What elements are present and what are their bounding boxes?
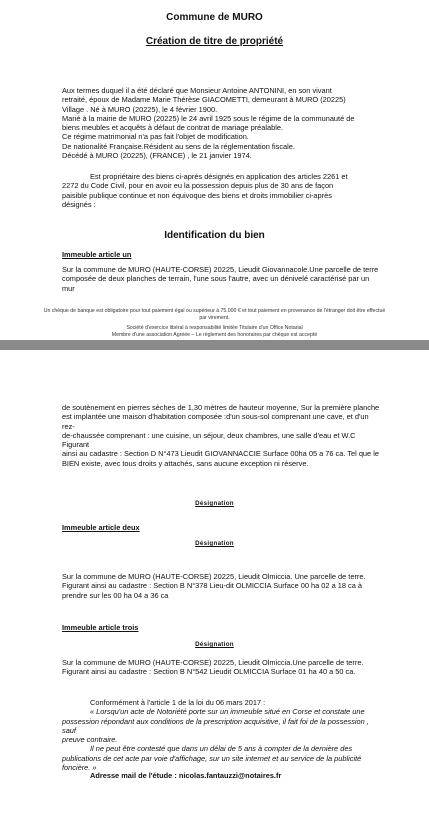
document-page-bottom — [0, 350, 429, 819]
designation-label: Désignation — [195, 500, 234, 507]
document-page-top — [0, 0, 429, 340]
article-three-heading: Immeuble article trois — [62, 623, 139, 632]
identification-heading: Identification du bien — [164, 230, 265, 241]
law-paragraph: Conformément à l'article 1 de la loi du 06 mars 2017 : « Lorsqu'un acte de Notoriété porte sur un immeuble situé en Corse et constate une possession répondant aux conditions de la prescription acquisitive, il fait foi de la possession , sauf preuve contraire. Il ne peut être contesté que dans un délai de 5 ans à compter de la dernière des publications de cet acte par voie d'affichage, sur un site internet et au service de la publicité foncière. » — [62, 698, 369, 773]
page-footer: Un chèque de banque est obligatoire pour tout paiement égal ou supérieur à 75.000 € et tout paiement en provenance de l'étranger doit être effectué par virement. Société d'exercice libéral à responsabilité limitée Titulaire d'un Office Notarial Membre d'une association Agréée – Le règlement des honoraires par chèque est accepté — [43, 308, 386, 338]
intro-paragraph: Aux termes duquel il a été déclaré que Monsieur Antoine ANTONINI, en son vivant retraité, époux de Madame Marie Thérèse GIACOMETTI, demeurant à MURO (20225) Village . Né à MURO (20225), le 4 février 1900. Marié à la mairie de MURO (20225) le 24 avril 1925 sous le régime de la communauté de biens meubles et acquêts à défaut de contrat de mariage préalable. Ce régime matrimonial n'a pas fait l'objet de modification. De nationalité Française.Résident au sens de la réglementation fiscale. Décédé à MURO (20225), (FRANCE) , le 21 janvier 1974. — [62, 86, 355, 161]
commune-heading: Commune de MURO — [166, 12, 263, 23]
article-two-heading: Immeuble article deux — [62, 523, 140, 532]
document-title: Création de titre de propriété — [145, 36, 284, 47]
article-two-designation: Désignation — [195, 540, 234, 547]
article-three-designation: Désignation — [195, 641, 234, 648]
article-one-heading: Immeuble article un — [62, 250, 132, 259]
contact-email: Adresse mail de l'étude : nicolas.fantauzzi@notaires.fr — [90, 771, 282, 780]
article-one-text: Sur la commune de MURO (HAUTE-CORSE) 20225, Lieudit Giovannacole.Une parcelle de terre composée de deux planches de terrain, l'une sous l'autre, avec un dénivelé caractérisé par un mur — [62, 265, 379, 293]
article-one-continuation: de soutènement en pierres sèches de 1,30 mètres de hauteur moyenne, Sur la première planche est implantée une maison d'habitation composée :d'un sous-sol comprenant une cave, et d'un rez- de-chaussée comprenant : une cuisine, un séjour, deux chambres, une salle d'eau et W.C Figurant ainsi au cadastre : Section D N°473 Lieudit GIOVANNACCIE Surface 00ha 05 a 76 ca. Tel que le BIEN existe, avec tous droits y attachés, sans aucune exception ni réserve. — [62, 403, 380, 468]
owner-paragraph: Est propriétaire des biens ci-après désignés en application des articles 2261 et 2272 du Code Civil, pour en avoir eu la possession depuis plus de 30 ans de façon paisible publique continue et non équivoque des biens et droits immobilier ci-après désignés : — [62, 172, 348, 209]
page-separator — [0, 340, 429, 350]
article-three-text: Sur la commune de MURO (HAUTE-CORSE) 20225, Lieudit Olmiccia.Une parcelle de terre. Figurant ainsi au cadastre : Section B N°542 Lieudit OLMICCIA Surface 01 ha 40 a 50 ca. — [62, 658, 364, 677]
article-two-text: Sur la commune de MURO (HAUTE-CORSE) 20225, Lieudit Olmiccia. Une parcelle de terre. Figurant ainsi au cadastre : Section B N°378 Lieu-dit OLMICCIA Surface 00 ha 02 a 18 ca à prendre sur les 00 ha 04 a 36 ca — [62, 572, 366, 600]
